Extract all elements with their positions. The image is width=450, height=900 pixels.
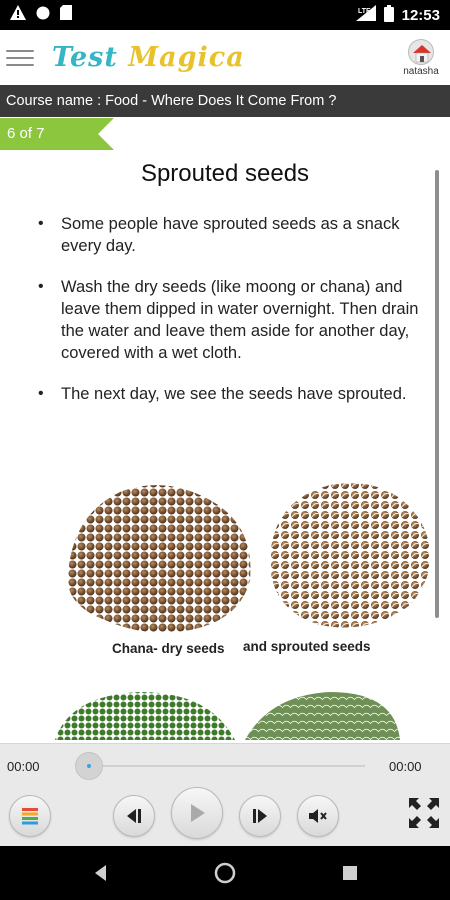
battery-icon — [384, 5, 394, 26]
status-bar — [0, 0, 450, 30]
audio-player — [0, 743, 450, 846]
slide-content[interactable] — [0, 150, 450, 743]
previous-button[interactable] — [113, 795, 155, 837]
previous-icon — [124, 807, 144, 825]
sprouted-chana-pile — [270, 483, 430, 627]
recents-icon — [340, 863, 360, 883]
play-button[interactable] — [171, 787, 223, 839]
signal-icon — [356, 5, 376, 25]
clock: 12:53 — [401, 6, 440, 24]
mute-icon — [307, 806, 329, 826]
circle-icon — [36, 6, 50, 25]
caption-dry-seeds: Chana- dry seeds — [112, 641, 225, 656]
page-indicator-text: 6 of 7 — [7, 125, 45, 142]
mute-button[interactable] — [297, 795, 339, 837]
sprouted-moong-pile — [245, 692, 400, 740]
caption-sprouted-seeds: and sprouted seeds — [243, 639, 371, 654]
svg-text:LTE: LTE — [357, 8, 371, 15]
course-name: Course name : Food - Where Does It Come From ? — [6, 93, 337, 109]
bullet-list — [38, 213, 438, 424]
seek-track[interactable] — [90, 765, 365, 767]
moong-pile — [55, 692, 235, 740]
profile-button[interactable] — [396, 39, 446, 77]
sd-card-icon — [60, 5, 72, 25]
current-time: 00:00 — [7, 759, 40, 774]
warning-icon — [10, 5, 26, 25]
next-icon — [250, 807, 270, 825]
seek-handle[interactable] — [75, 752, 103, 780]
menu-icon[interactable] — [6, 48, 34, 68]
next-button[interactable] — [239, 795, 281, 837]
dry-chana-pile — [68, 485, 251, 632]
fullscreen-icon — [405, 794, 443, 832]
app-logo: Test Magica — [52, 42, 245, 73]
home-icon — [214, 862, 236, 884]
avatar — [408, 39, 434, 65]
username-label: natasha — [403, 65, 439, 77]
back-icon — [90, 862, 112, 884]
back-button[interactable] — [90, 862, 112, 884]
course-name-bar — [0, 85, 450, 117]
seeds-illustration — [50, 470, 440, 743]
fullscreen-button[interactable] — [405, 794, 443, 832]
home-button[interactable] — [214, 862, 236, 884]
system-nav-bar — [0, 846, 450, 900]
list-item: • Wash the dry seeds (like moong or chana) and leave them dipped in water overnight. Then drain the water and leave them aside for another day, covered with a wet cloth. — [38, 278, 419, 362]
list-item: • Some people have sprouted seeds as a snack every day. — [38, 215, 400, 255]
slide-title: Sprouted seeds — [140, 160, 310, 187]
total-time: 00:00 — [389, 759, 422, 774]
list-item: • The next day, we see the seeds have sprouted. — [38, 385, 407, 403]
playlist-icon — [19, 805, 41, 827]
app-bar — [0, 30, 450, 85]
recents-button[interactable] — [340, 863, 360, 883]
playlist-button[interactable] — [9, 795, 51, 837]
play-icon — [186, 801, 208, 825]
page-indicator — [0, 118, 114, 150]
